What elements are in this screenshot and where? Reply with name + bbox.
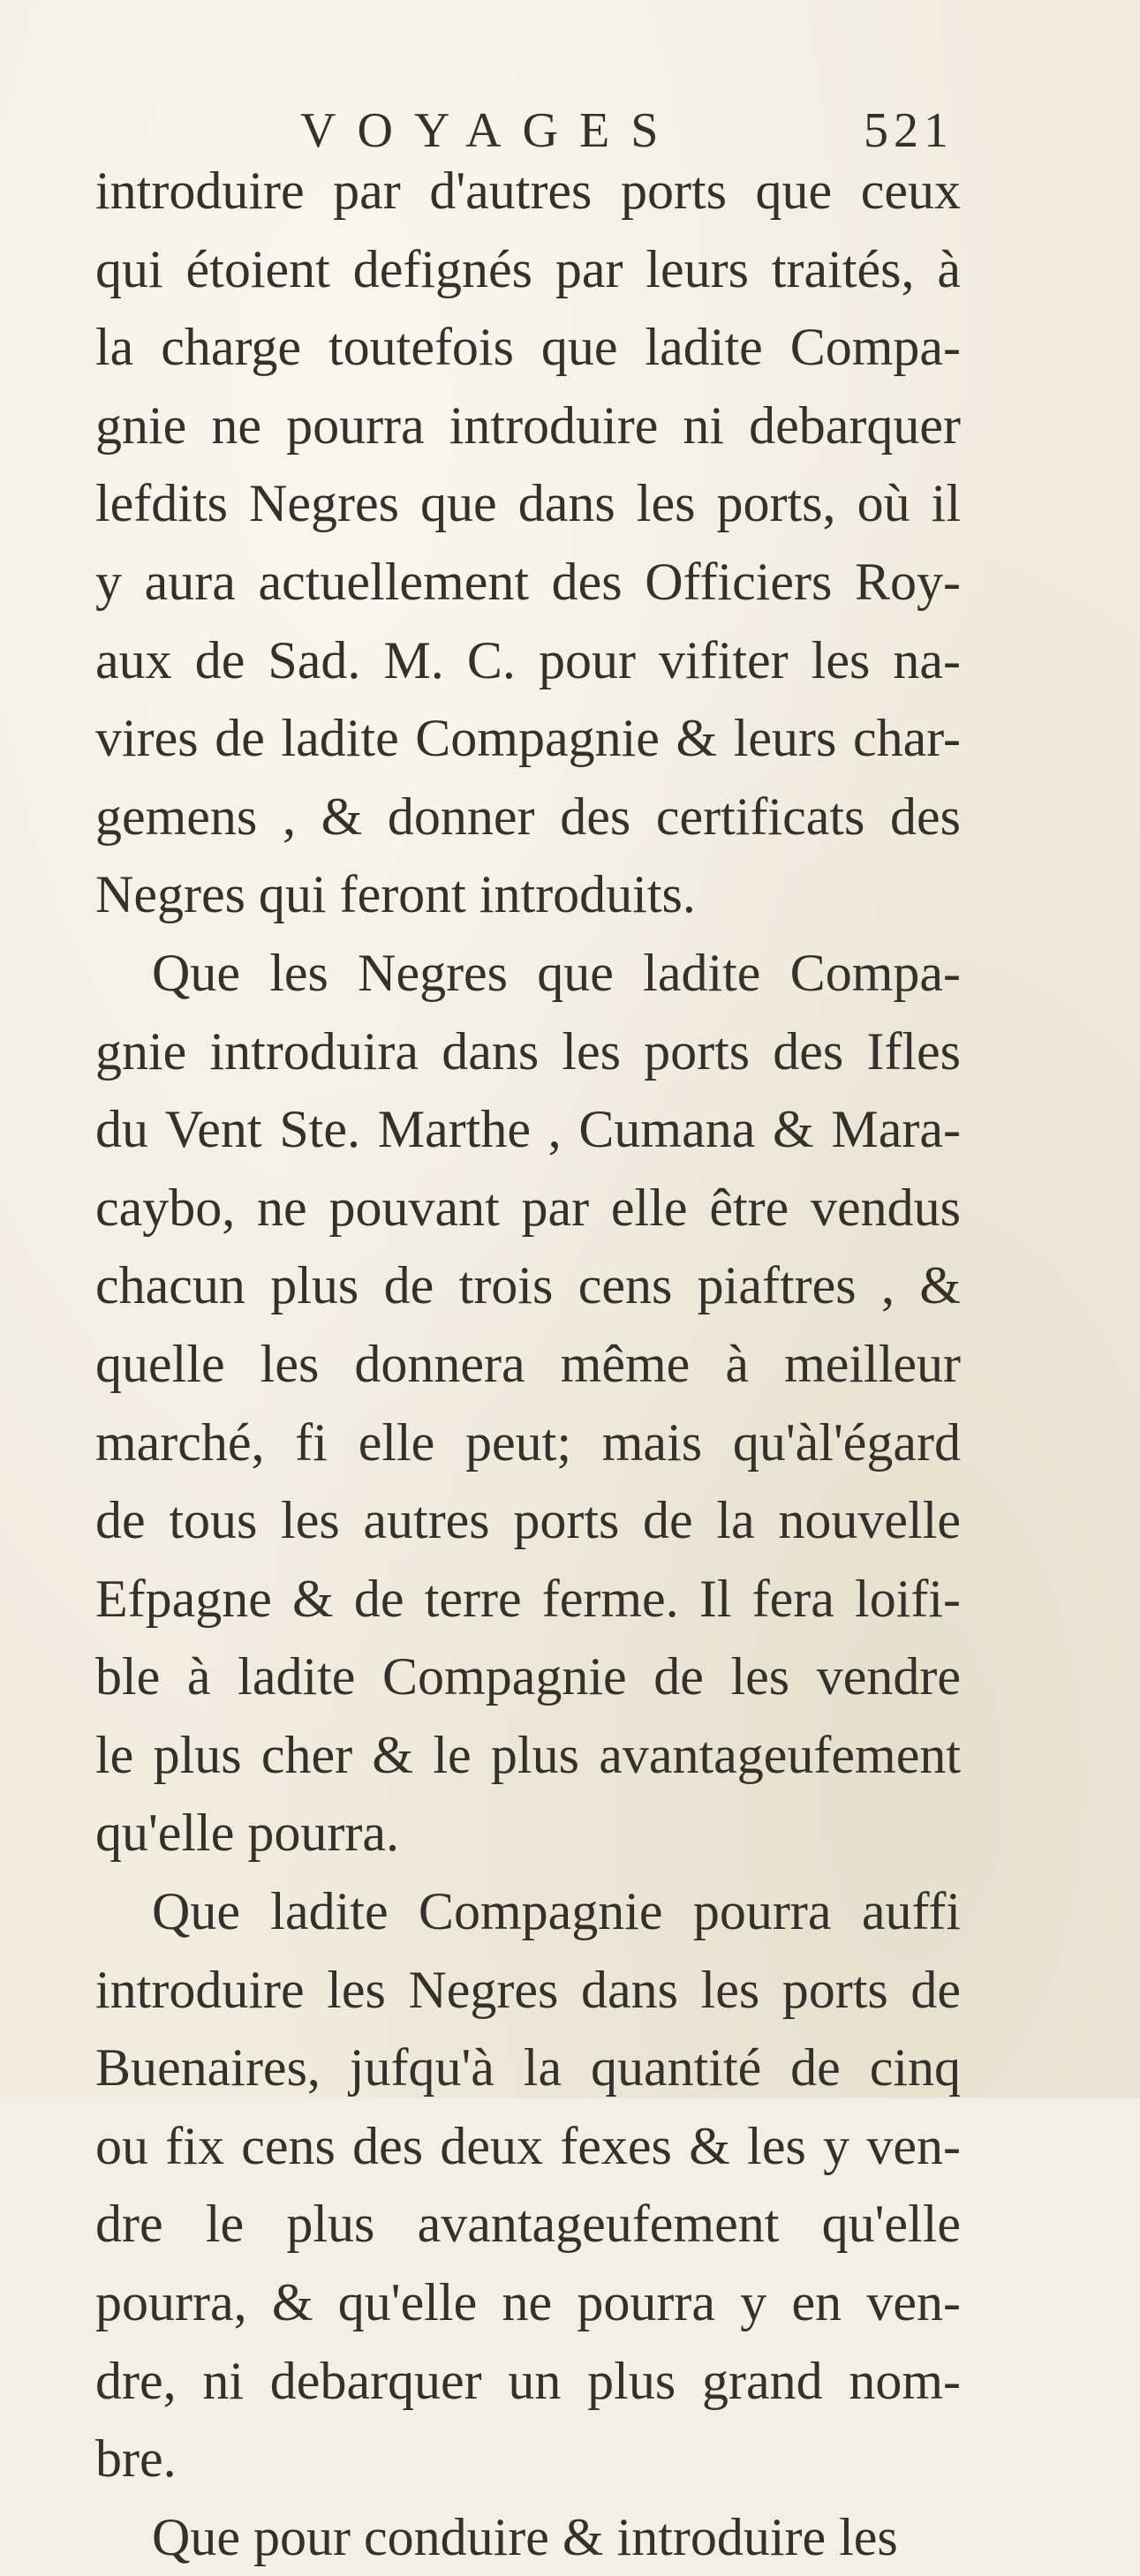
- text-line: ou fix cens des deux fexes & les y ven-: [95, 2116, 961, 2175]
- body-text: [95, 152, 961, 2576]
- text-line: dre le plus avantageufement qu'elle: [95, 2195, 961, 2254]
- text-line: bre.: [95, 2429, 177, 2489]
- text-line: gnie ne pourra introduire ni debarquer: [95, 395, 961, 455]
- text-line: y aura actuellement des Officiers Roy-: [95, 552, 961, 611]
- text-line: de tous les autres ports de la nouvelle: [95, 1491, 961, 1550]
- page-number: 521: [864, 103, 954, 158]
- text-line: ble à ladite Compagnie de les vendre: [95, 1647, 961, 1706]
- text-line: quelle les donnera même à meilleur: [95, 1334, 961, 1393]
- text-line: gemens , & donner des certificats des: [95, 787, 961, 846]
- text-line: la charge toutefois que ladite Compa-: [95, 318, 961, 377]
- paragraph-first-line: Que pour conduire & introduire les: [152, 2507, 898, 2566]
- text-line: introduire les Negres dans les ports de: [95, 1960, 961, 2019]
- text-line: aux de Sad. M. C. pour vifiter les na-: [95, 630, 961, 689]
- text-line: le plus cher & le plus avantageufement: [95, 1725, 961, 1784]
- text-line: pourra, & qu'elle ne pourra y en ven-: [95, 2273, 961, 2332]
- text-line: dre, ni debarquer un plus grand nom-: [95, 2351, 961, 2410]
- text-line: Negres qui feront introduits.: [95, 865, 696, 924]
- text-line: vires de ladite Compagnie & leurs char-: [95, 709, 961, 768]
- text-line: marché, fi elle peut; mais qu'àl'égard: [95, 1412, 961, 1472]
- text-line: introduire par d'autres ports que ceux: [95, 162, 961, 220]
- text-line: qu'elle pourra.: [95, 1804, 400, 1863]
- text-line: du Vent Ste. Marthe , Cumana & Mara-: [95, 1100, 961, 1159]
- text-line: lefdits Negres que dans les ports, où il: [95, 474, 961, 533]
- text-line: Efpagne & de terre ferme. Il fera loifi-: [95, 1569, 961, 1628]
- text-line: caybo, ne pouvant par elle être vendus: [95, 1178, 961, 1237]
- text-line: chacun plus de trois cens piaftres , &: [95, 1256, 961, 1315]
- paragraph-first-line: Que ladite Compagnie pourra auffi: [152, 1882, 961, 1941]
- text-line: qui étoient defignés par leurs traités, à: [95, 239, 961, 298]
- paragraph-first-line: Que les Negres que ladite Compa-: [152, 943, 961, 1002]
- text-line: gnie introduira dans les ports des Ifles: [95, 1021, 961, 1081]
- text-line: Buenaires, jufqu'à la quantité de cinq: [95, 2038, 961, 2098]
- running-title: VOYAGES: [300, 103, 680, 158]
